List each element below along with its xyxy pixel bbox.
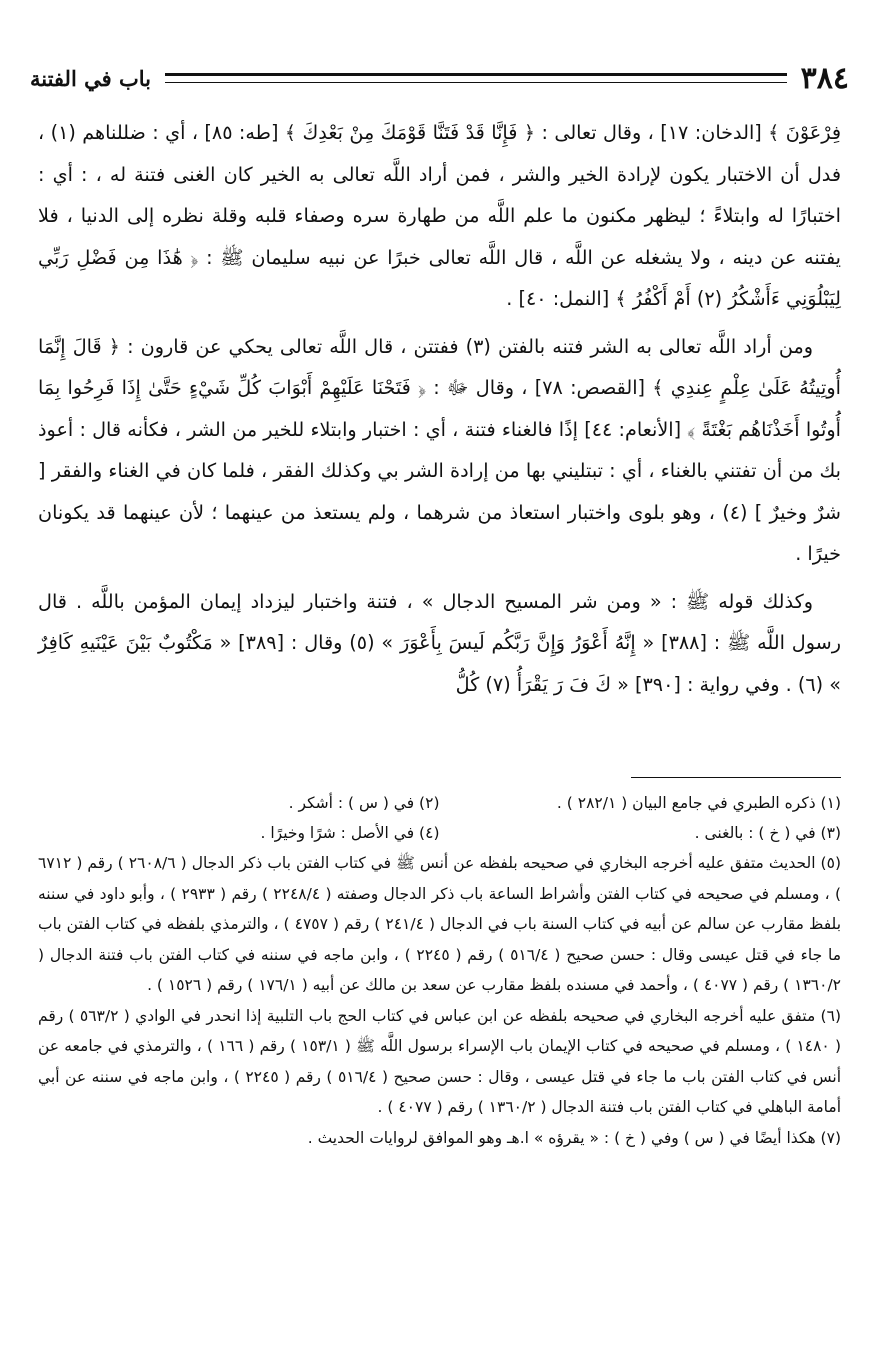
footnote-6: (٦) متفق عليه أخرجه البخاري في صحيحه بلفظه عن ابن عباس في كتاب الحج باب التلبية إذا انحدر في الوادي ( ٥٦٣/٢ ) رقم ( ١٤٨٠ ) ، ومسلم في صحيحه في كتاب الإيمان باب الإسراء برسول اللَّه ﷺ ( ١٥٣/١ ) رقم ( ١٦٦ ) ، والترمذي في جامعه عن أنس في كتاب الفتن باب ما جاء في قتل عيسى ، وقال : حسن صحيح ( ٥١٦/٤ ) رقم ( ٢٢٤٥ ) ، وابن ماجه في سننه عن أبي أمامة الباهلي في كتاب الفتن باب فتنة الدجال ( ١٣٦٠/٢ ) رقم ( ٤٠٧٧ ) . bbox=[38, 1006, 841, 1116]
footnote-3: (٣) في ( خ ) : بالغنى . bbox=[694, 824, 841, 842]
footnote-5: (٥) الحديث متفق عليه أخرجه البخاري في صحيحه بلفظه عن أنس ﷺ في كتاب الفتن باب ذكر الدجال ( ٢٦٠٨/٦ ) رقم ( ٦٧١٢ ) ، ومسلم في صحيحه في كتاب الفتن وأشراط الساعة باب ذكر الدجال وصفته ( ٢٢٤٨/٤ ) رقم ( ٢٩٣٣ ) ، وأبو داود في سننه بلفظ مقارب عن سالم عن أبيه في كتاب السنة باب في الدجال ( ٢٤١/٤ ) رقم ( ٤٧٥٧ ) ، والترمذي بلفظه في كتاب الفتن باب ما جاء في قتل عيسى وقال : حسن صحيح ( ٥١٦/٤ ) رقم ( ٢٢٤٥ ) ، وابن ماجه في سننه في كتاب الفتن باب فتنة الدجال ( ١٣٦٠/٢ ) رقم ( ٤٠٧٧ ) ، وأحمد في مسنده بلفظ مقارب عن سعد بن مالك عن أبيه ( ١٧٦/١ ) رقم ( ١٥٢٦ ) . bbox=[38, 854, 842, 994]
footnote-1: (١) ذكره الطبري في جامع البيان ( ٢٨٢/١ ) . bbox=[556, 794, 841, 812]
header-rule bbox=[165, 73, 787, 83]
paragraph-2: ومن أراد اللَّه تعالى به الشر فتنه بالفتن (٣) ففتتن ، قال اللَّه تعالى يحكي عن قارون : ﴿ قَالَ إِنَّمَا أُوتِيتُهُ عَلَىٰ عِلْمٍ عِندِي ﴾ [القصص: ٧٨] ، وقال ﷻ : ﴿ فَتَحْنَا عَلَيْهِمْ أَبْوَابَ كُلِّ شَيْءٍ حَتَّىٰ إِذَا فَرِحُوا بِمَا أُوتُوا أَخَذْنَاهُم بَغْتَةً ﴾ [الأنعام: ٤٤] إذًا فالغناء فتنة ، أي : اختبار وابتلاء للخير من الشر ، فكأنه قال : أعوذ بك من أن تفتني بالغناء ، أي : تبتليني بها من إرادة الشر بي وكذلك الفقر ، فلما كان في الغناء والفقر [ شرٌ وخيرٌ ] (٤) ، وهو بلوى واختبار استعاذ من شرهما ، ولم يستعذ من عينهما ؛ لأن عينهما قد يكونان خيرًا . bbox=[38, 334, 842, 565]
footnote-row-2 bbox=[38, 818, 841, 848]
footnote-separator bbox=[631, 777, 841, 778]
paragraph-3: وكذلك قوله ﷺ : « ومن شر المسيح الدجال » ، فتنة واختبار ليزداد إيمان المؤمن باللَّه . قال رسول اللَّه ﷺ : [٣٨٨] « إِنَّهُ أَعْوَرُ وَإِنَّ رَبَّكُم لَيسَ بِأَعْوَرَ » (٥) وقال : [٣٨٩] « مَكْتُوبٌ بَيْنَ عَيْنَيهِ كَافِرٌ » (٦) . وفي رواية : [٣٩٠] « كَ فَ رَ يَقْرَأُ (٧) كُلُّ bbox=[38, 589, 841, 696]
footnote-2: (٢) في ( س ) : أشكر . bbox=[288, 794, 440, 812]
footnotes bbox=[38, 788, 841, 1153]
page-header bbox=[30, 58, 849, 98]
running-title: باب في الفتنة bbox=[30, 65, 151, 91]
footnote-4: (٤) في الأصل : شرًا وخيرًا . bbox=[260, 824, 440, 842]
page-number: ٣٨٤ bbox=[800, 60, 849, 96]
footnote-row-1 bbox=[38, 788, 841, 818]
main-text bbox=[38, 112, 841, 711]
footnote-7: (٧) هكذا أيضًا في ( س ) وفي ( خ ) : « يقرؤه » ا.هـ وهو الموافق لروايات الحديث . bbox=[307, 1128, 841, 1147]
paragraph-1: فِرْعَوْنَ ﴾ [الدخان: ١٧] ، وقال تعالى : ﴿ فَإِنَّا قَدْ فَتَنَّا قَوْمَكَ مِنْ بَعْدِكَ ﴾ [طه: ٨٥] ، أي : ضللناهم (١) ، فدل أن الاختبار يكون لإرادة الخير والشر ، فمن أراد اللَّه تعالى به الخير كان الغنى فتنة له ، : أي : اختبارًا له وابتلاءً ؛ ليظهر مكنون ما علم اللَّه من طهارة سره وصفاء قلبه وقلة نظره إلى الدنيا ، فلا يفتنه عن دينه ، ولا يشغله عن اللَّه ، قال اللَّه تعالى خبرًا عن نبيه سليمان ﷺ : ﴿ هَٰذَا مِن فَضْلِ رَبِّي لِيَبْلُوَنِي ءَأَشْكُرُ (٢) أَمْ أَكْفُرُ ﴾ [النمل: ٤٠] . bbox=[38, 121, 842, 310]
